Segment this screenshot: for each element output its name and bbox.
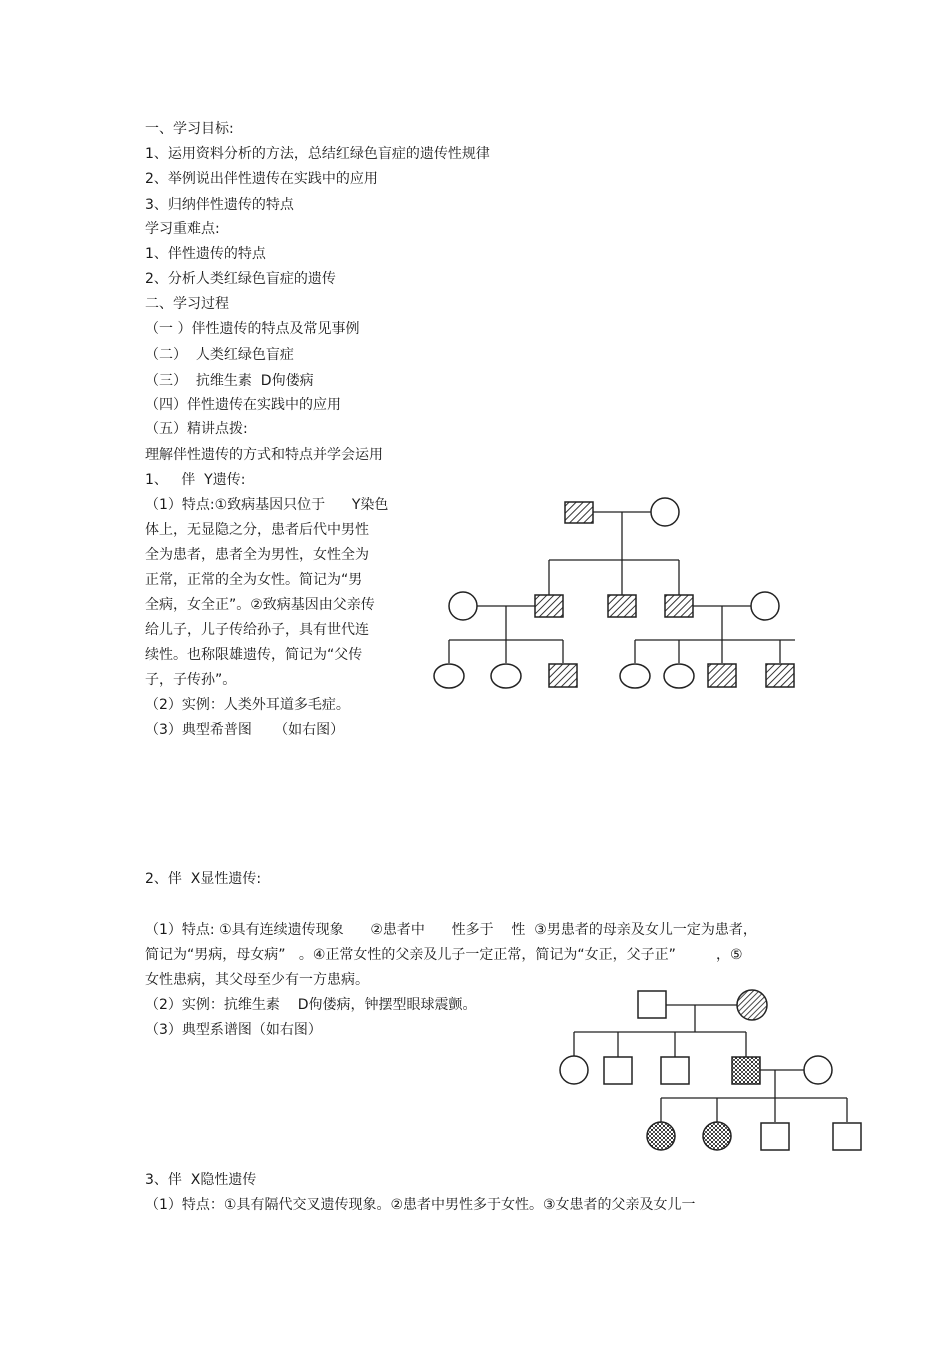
text-line: 1、 伴 Y遗传: xyxy=(145,472,246,488)
text-line: 1、运用资料分析的方法，总结红绿色盲症的遗传性规律 xyxy=(145,146,490,162)
text-line: 子，子传孙”。 xyxy=(145,672,237,688)
text-line: 全病，女全正”。②致病基因由父亲传 xyxy=(145,597,375,613)
text-line: 2、分析人类红绿色盲症的遗传 xyxy=(145,271,336,287)
text-line: 给儿子，儿子传给孙子，具有世代连 xyxy=(145,622,369,638)
text-line: 2、举例说出伴性遗传在实践中的应用 xyxy=(145,171,378,187)
text-line: （2）实例：人类外耳道多毛症。 xyxy=(145,697,350,713)
text-line: （1）特点:①致病基因只位于 Y染色 xyxy=(145,497,389,513)
text-line: （1）特点: ①具有连续遗传现象 ②患者中 性多于 性 ③男患者的母亲及女儿一定为患者， xyxy=(145,922,757,938)
text-line: （一 ）伴性遗传的特点及常见事例 xyxy=(145,321,360,337)
text-line: 续性。也称限雄遗传，简记为“父传 xyxy=(145,647,363,663)
text-line: （3）典型希普图 （如右图） xyxy=(145,722,345,738)
text-line: （1）特点：①具有隔代交叉遗传现象。②患者中男性多于女性。③女患者的父亲及女儿一 xyxy=(145,1197,696,1213)
text-line: 女性患病，其父母至少有一方患病。 xyxy=(145,972,369,988)
text-line: 3、伴 X隐性遗传 xyxy=(145,1172,257,1188)
text-line: （3）典型系谱图（如右图） xyxy=(145,1022,322,1038)
text-line: 全为患者，患者全为男性，女性全为 xyxy=(145,547,369,563)
text-line: 学习重难点: xyxy=(145,221,220,237)
pedigree-x-dominant xyxy=(555,985,870,1155)
text-line: （二） 人类红绿色盲症 xyxy=(145,347,294,363)
text-line: 体上，无显隐之分，患者后代中男性 xyxy=(145,522,369,538)
text-line: 简记为“男病，母女病” 。④正常女性的父亲及儿子一定正常，简记为“女正，父子正” ，⑤ xyxy=(145,947,743,963)
text-line: （三） 抗维生素 D佝偻病 xyxy=(145,373,314,389)
text-line: 一、学习目标: xyxy=(145,121,234,137)
text-line: 3、归纳伴性遗传的特点 xyxy=(145,197,294,213)
text-line: （五）精讲点拨: xyxy=(145,421,248,437)
pedigree-y-linked xyxy=(425,490,815,700)
text-line: 1、伴性遗传的特点 xyxy=(145,246,266,262)
text-line: 理解伴性遗传的方式和特点并学会运用 xyxy=(145,447,383,463)
text-line: （2）实例：抗维生素 D佝偻病，钟摆型眼球震颤。 xyxy=(145,997,477,1013)
text-line: 2、伴 X显性遗传: xyxy=(145,871,262,887)
text-line: 正常，正常的全为女性。简记为“男 xyxy=(145,572,363,588)
text-line: 二、学习过程 xyxy=(145,296,229,312)
text-line: （四）伴性遗传在实践中的应用 xyxy=(145,397,341,413)
